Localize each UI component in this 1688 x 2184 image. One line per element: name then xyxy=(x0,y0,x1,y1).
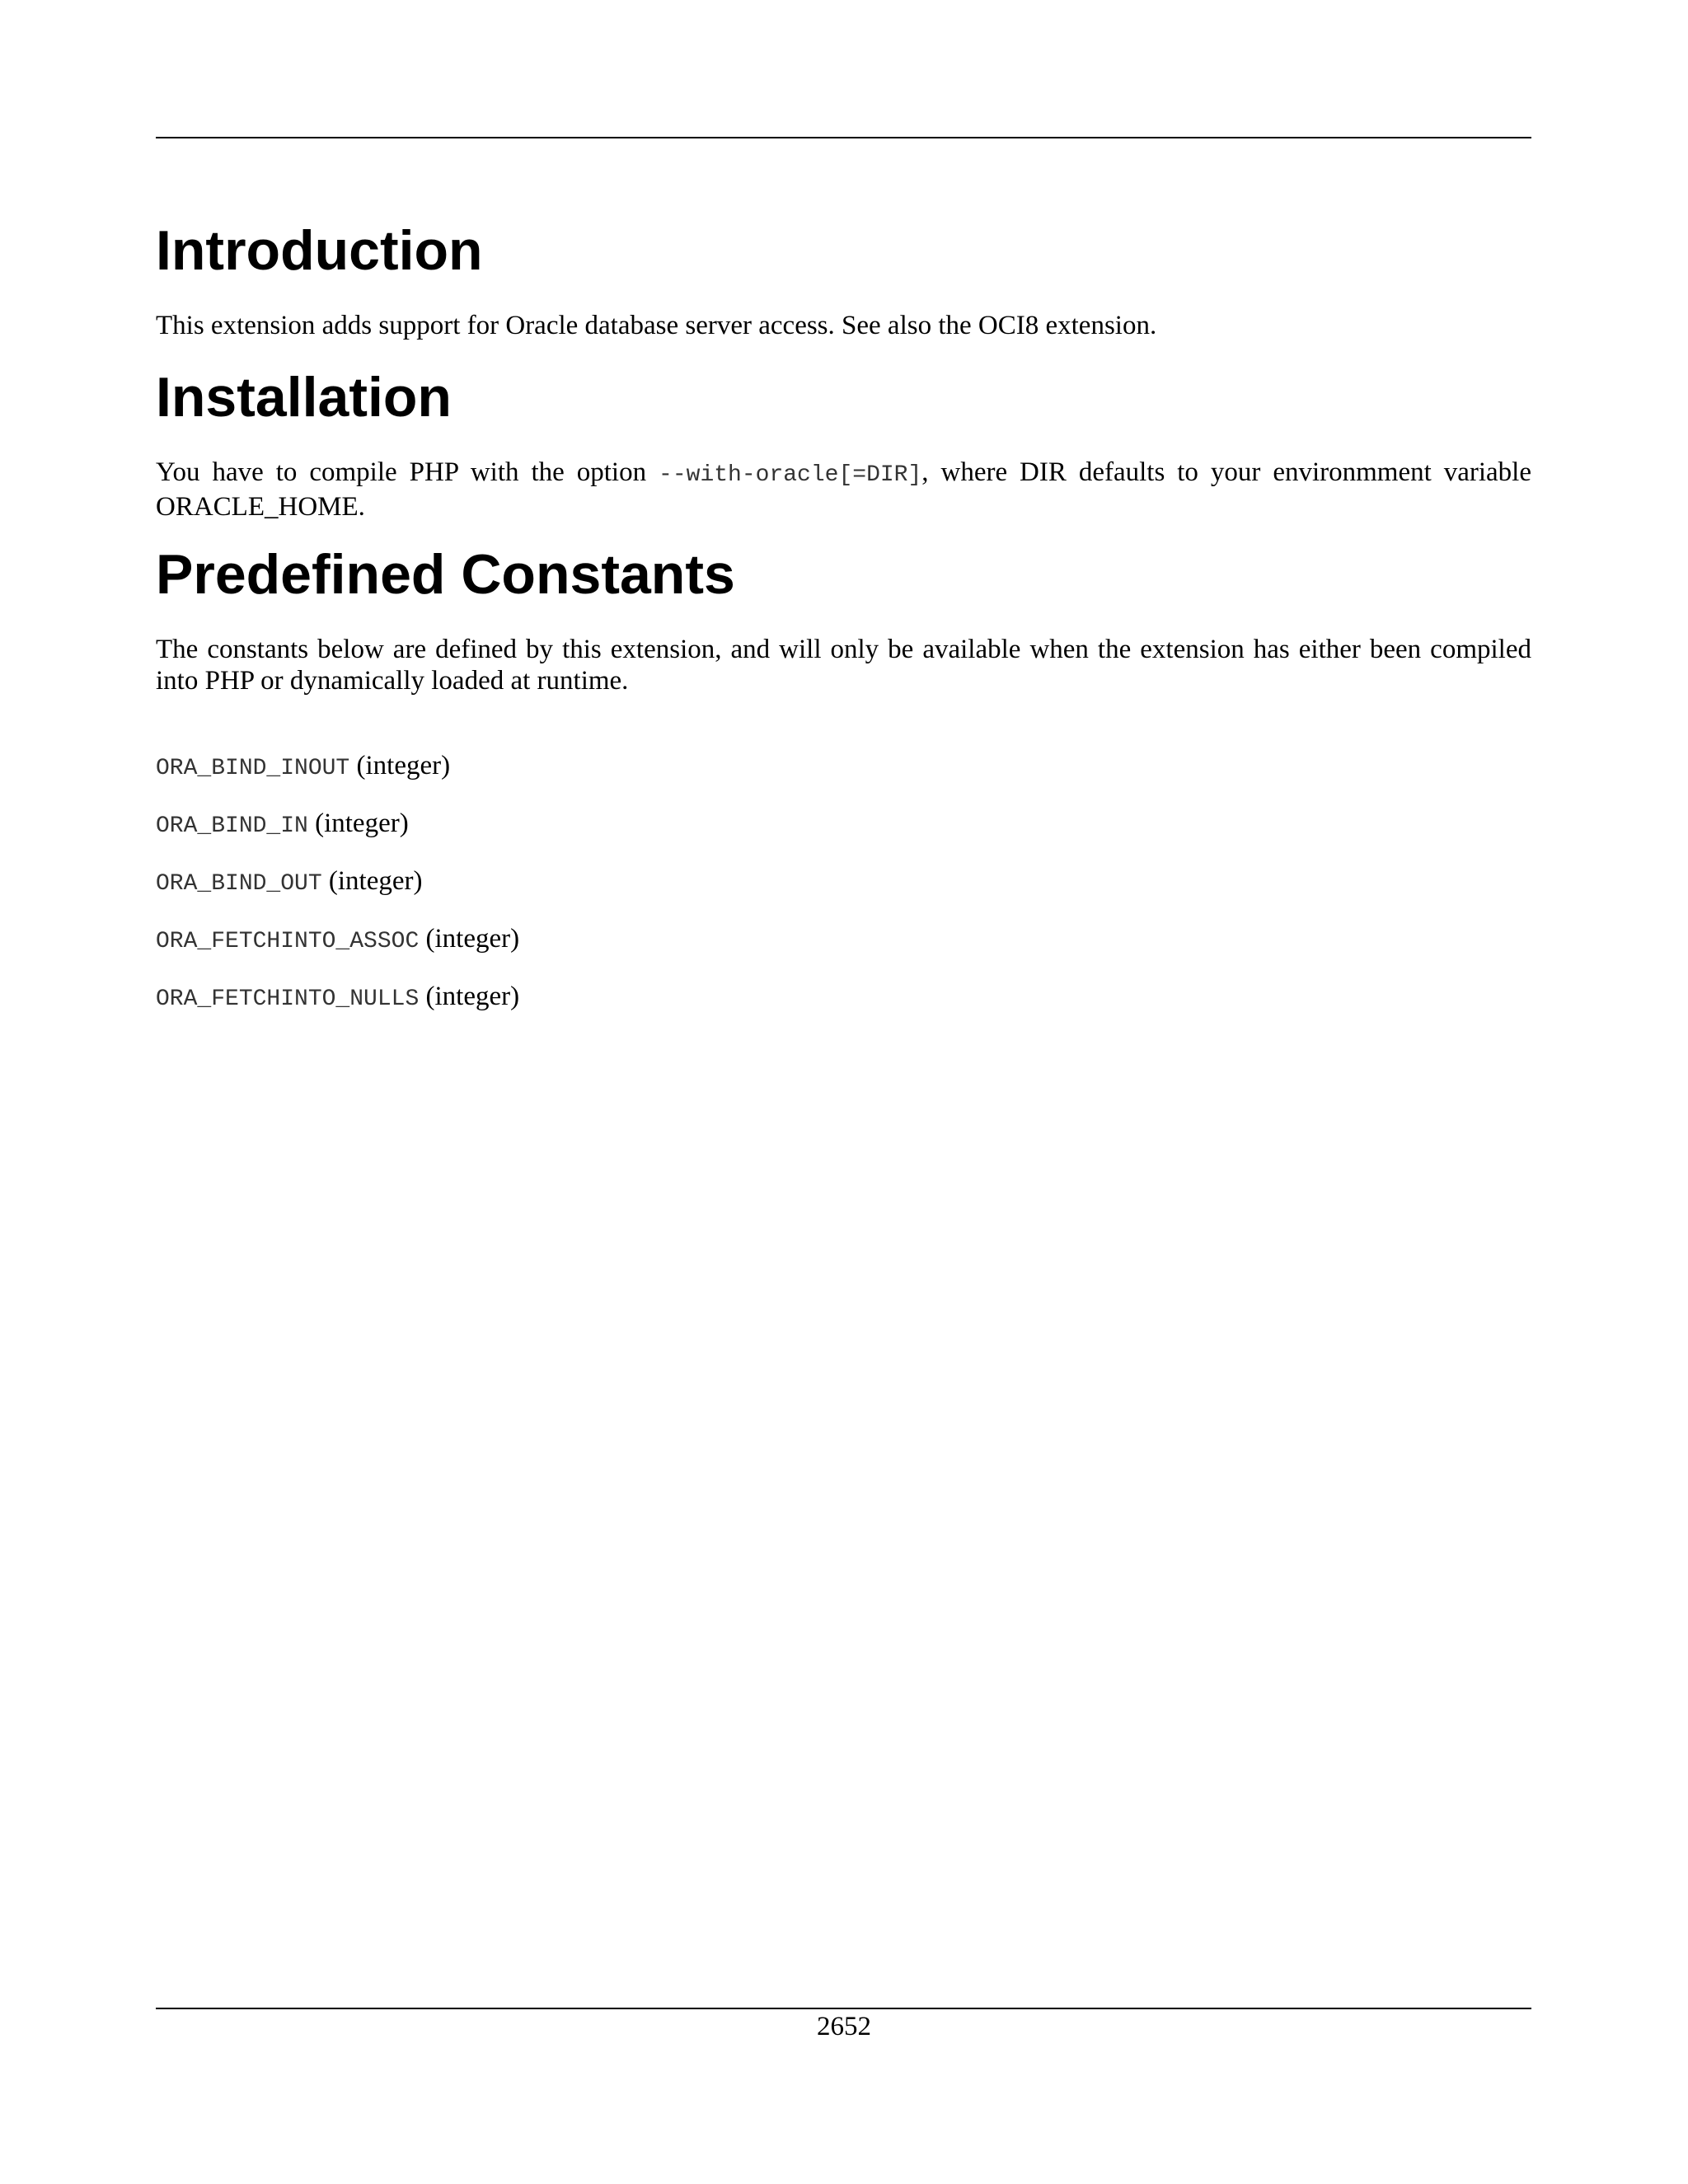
constant-name: ORA_FETCHINTO_ASSOC xyxy=(156,929,420,954)
constant-type: (integer) xyxy=(356,751,451,780)
introduction-text: This extension adds support for Oracle database server access. See also the OCI8 extension. xyxy=(156,311,1157,340)
introduction-heading: Introduction xyxy=(156,219,483,282)
constant-item xyxy=(156,981,519,1015)
constant-type: (integer) xyxy=(328,866,423,896)
constant-item xyxy=(156,865,423,900)
footer-rule xyxy=(156,2008,1531,2009)
constant-type: (integer) xyxy=(425,924,520,954)
constant-type: (integer) xyxy=(315,808,409,838)
constant-name: ORA_BIND_INOUT xyxy=(156,756,350,781)
installation-heading: Installation xyxy=(156,366,452,429)
constant-item xyxy=(156,923,519,958)
installation-option-code: --with-oracle[=DIR] xyxy=(659,462,922,488)
constant-type: (integer) xyxy=(425,982,520,1011)
constant-name: ORA_BIND_IN xyxy=(156,813,308,839)
header-rule xyxy=(156,137,1531,138)
predefined-constants-text: The constants below are defined by this extension, and will only be available when the extension has either been compiled into PHP or dynamically loaded at runtime. xyxy=(156,635,1531,696)
installation-text-before: You have to compile PHP with the option xyxy=(156,457,659,487)
constant-item xyxy=(156,808,409,842)
page-number: 2652 xyxy=(817,2012,871,2041)
constant-item xyxy=(156,750,450,785)
installation-text-after: , where DIR defaults to your environmment variable ORACLE_HOME. xyxy=(156,457,1531,522)
constant-name: ORA_FETCHINTO_NULLS xyxy=(156,987,420,1012)
constant-name: ORA_BIND_OUT xyxy=(156,871,322,897)
installation-text xyxy=(156,457,1531,523)
predefined-constants-heading: Predefined Constants xyxy=(156,543,735,606)
